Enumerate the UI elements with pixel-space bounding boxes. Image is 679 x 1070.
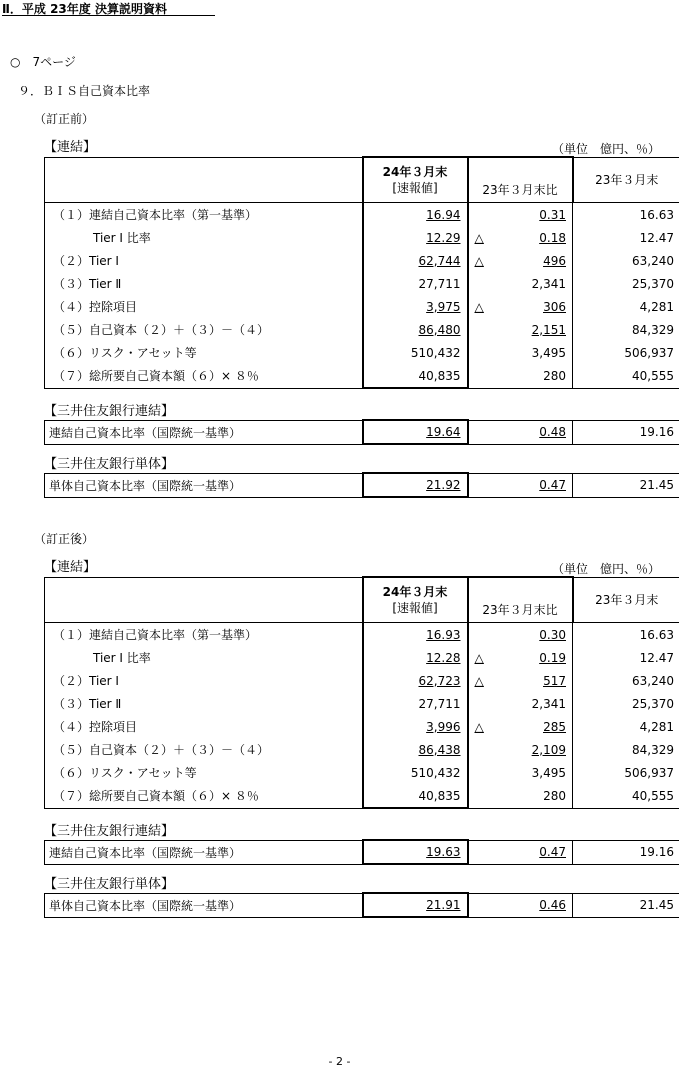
after-label: （訂正後） [34, 532, 95, 546]
row-label: （３）Tier Ⅱ [45, 692, 363, 715]
table-row [45, 249, 679, 272]
header-current-note: [速報値] [392, 601, 438, 615]
table-row [45, 840, 679, 864]
row-change-value: 3,495 [531, 345, 566, 360]
row-current-value: 510,432 [410, 765, 461, 780]
row-change-cell [475, 743, 567, 757]
table-header [45, 157, 679, 203]
table-row [45, 692, 679, 715]
row-label: （４）控除項目 [45, 715, 363, 738]
row-change-cell [475, 231, 567, 245]
row-change-cell [475, 346, 567, 360]
row-current-value: 62,723 [418, 673, 461, 688]
table-header [45, 577, 679, 623]
row-change-value: 280 [543, 788, 566, 803]
row-label: （１）連結自己資本比率（第一基準） [45, 203, 363, 227]
row-current-value: 510,432 [410, 345, 461, 360]
row-label: Tier Ⅰ 比率 [45, 646, 363, 669]
row-label: （１）連結自己資本比率（第一基準） [45, 623, 363, 647]
table-row [45, 203, 679, 227]
row-label: （６）リスク・アセット等 [45, 761, 363, 784]
table-row [45, 295, 679, 318]
row-label: （５）自己資本（２）＋（３）－（４） [45, 738, 363, 761]
row-current-value: 16.93 [426, 627, 461, 642]
header-current-date: 24年３月末 [382, 165, 448, 179]
row-prev-value: 21.45 [573, 893, 679, 917]
page-reference: ○ 7ページ [10, 55, 76, 69]
table-row [45, 420, 679, 444]
header-blank [45, 577, 363, 623]
row-current-value: 27,711 [418, 276, 461, 291]
row-current-value: 27,711 [418, 696, 461, 711]
row-change-value: 0.47 [539, 478, 566, 492]
table-row [45, 646, 679, 669]
row-change-value: 2,151 [531, 322, 566, 337]
consolidated-label: 【連結】 [44, 560, 97, 575]
row-prev-value: 506,937 [573, 761, 679, 784]
header-current [363, 577, 468, 623]
row-label: （２）Tier Ⅰ [45, 249, 363, 272]
table-row [45, 272, 679, 295]
row-change-cell [475, 300, 567, 314]
header-blank [45, 157, 363, 203]
decrease-triangle-icon: △ [474, 253, 484, 268]
row-label: （６）リスク・アセット等 [45, 341, 363, 364]
row-label: （５）自己資本（２）＋（３）－（４） [45, 318, 363, 341]
row-label: （２）Tier Ⅰ [45, 669, 363, 692]
row-current-value: 21.91 [426, 898, 461, 912]
table-row [45, 226, 679, 249]
row-current-value: 86,438 [418, 742, 461, 757]
row-prev-value: 12.47 [573, 226, 679, 249]
row-change-cell [475, 766, 567, 780]
table-row [45, 761, 679, 784]
row-change-cell [475, 720, 567, 734]
row-change-value: 0.18 [539, 230, 566, 245]
row-label: （３）Tier Ⅱ [45, 272, 363, 295]
header-change: 23年３月末比 [468, 157, 573, 203]
row-label: （４）控除項目 [45, 295, 363, 318]
consolidated-table [44, 156, 679, 389]
unit-label: （単位 億円、％） [552, 142, 661, 156]
row-prev-value: 25,370 [573, 272, 679, 295]
row-prev-value: 84,329 [573, 318, 679, 341]
row-prev-value: 16.63 [573, 623, 679, 647]
item-title: ９．ＢＩＳ自己資本比率 [18, 84, 151, 98]
before-label: （訂正前） [34, 112, 95, 126]
row-change-value: 0.19 [539, 650, 566, 665]
smbc-consolidated-table [44, 419, 679, 445]
smbc-single-table [44, 472, 679, 498]
section-title: Ⅱ．平成 23年度 決算説明資料 [2, 2, 167, 16]
row-change-cell [475, 674, 567, 688]
row-current-value: 19.63 [426, 845, 461, 859]
table-row [45, 364, 679, 388]
row-change-value: 280 [543, 368, 566, 383]
table-row [45, 893, 679, 917]
row-prev-value: 63,240 [573, 249, 679, 272]
row-prev-value: 63,240 [573, 669, 679, 692]
row-current-value: 40,835 [418, 788, 461, 803]
row-change-cell [475, 651, 567, 665]
row-current-value: 21.92 [426, 478, 461, 492]
table-row [45, 738, 679, 761]
row-label: 連結自己資本比率（国際統一基準） [49, 845, 242, 860]
row-change-cell [475, 323, 567, 337]
row-current-value: 19.64 [426, 425, 461, 439]
header-prev: 23年３月末 [573, 157, 679, 203]
row-change-cell [475, 254, 567, 268]
decrease-triangle-icon: △ [474, 673, 484, 688]
table-row [45, 715, 679, 738]
smbc-single-table [44, 892, 679, 918]
row-current-value: 12.29 [426, 230, 461, 245]
row-current-value: 3,996 [426, 719, 461, 734]
row-label: 単体自己資本比率（国際統一基準） [49, 478, 242, 493]
table-row [45, 784, 679, 808]
table-row [45, 623, 679, 647]
consolidated-label: 【連結】 [44, 140, 97, 155]
row-current-value: 16.94 [426, 207, 461, 222]
row-change-value: 0.47 [539, 845, 566, 859]
row-change-value: 0.46 [539, 898, 566, 912]
row-change-value: 3,495 [531, 765, 566, 780]
row-prev-value: 4,281 [573, 715, 679, 738]
consolidated-table [44, 576, 679, 809]
smbc-consolidated-label: 【三井住友銀行連結】 [44, 404, 175, 419]
row-change-cell [475, 369, 567, 383]
row-prev-value: 19.16 [573, 420, 679, 444]
header-current-date: 24年３月末 [382, 585, 448, 599]
header-current [363, 157, 468, 203]
row-prev-value: 40,555 [573, 364, 679, 388]
row-label: 単体自己資本比率（国際統一基準） [49, 898, 242, 913]
row-prev-value: 12.47 [573, 646, 679, 669]
row-label: 連結自己資本比率（国際統一基準） [49, 425, 242, 440]
row-change-cell [475, 789, 567, 803]
row-current-value: 40,835 [418, 368, 461, 383]
row-change-value: 306 [543, 299, 566, 314]
smbc-single-label: 【三井住友銀行単体】 [44, 877, 175, 892]
section-title-underline [2, 15, 215, 16]
header-change: 23年３月末比 [468, 577, 573, 623]
table-row [45, 473, 679, 497]
decrease-triangle-icon: △ [474, 299, 484, 314]
row-prev-value: 506,937 [573, 341, 679, 364]
row-change-value: 2,341 [531, 276, 566, 291]
row-prev-value: 40,555 [573, 784, 679, 808]
row-current-value: 3,975 [426, 299, 461, 314]
row-current-value: 12.28 [426, 650, 461, 665]
row-change-value: 0.31 [539, 207, 566, 222]
row-prev-value: 21.45 [573, 473, 679, 497]
row-label: （７）総所要自己資本額（６）× ８％ [45, 784, 363, 808]
row-change-value: 517 [543, 673, 566, 688]
row-prev-value: 16.63 [573, 203, 679, 227]
row-change-cell [475, 277, 567, 291]
row-change-value: 285 [543, 719, 566, 734]
row-prev-value: 19.16 [573, 840, 679, 864]
smbc-single-label: 【三井住友銀行単体】 [44, 457, 175, 472]
row-prev-value: 4,281 [573, 295, 679, 318]
smbc-consolidated-table [44, 839, 679, 865]
decrease-triangle-icon: △ [474, 719, 484, 734]
row-change-cell [475, 628, 567, 642]
header-current-note: [速報値] [392, 181, 438, 195]
decrease-triangle-icon: △ [474, 230, 484, 245]
row-label: Tier Ⅰ 比率 [45, 226, 363, 249]
row-change-cell [475, 697, 567, 711]
header-prev: 23年３月末 [573, 577, 679, 623]
unit-label: （単位 億円、％） [552, 562, 661, 576]
row-prev-value: 84,329 [573, 738, 679, 761]
row-current-value: 86,480 [418, 322, 461, 337]
row-change-value: 2,109 [531, 742, 566, 757]
row-change-value: 496 [543, 253, 566, 268]
table-row [45, 341, 679, 364]
row-change-value: 2,341 [531, 696, 566, 711]
table-row [45, 318, 679, 341]
page-number: - 2 - [328, 1055, 351, 1068]
table-row [45, 669, 679, 692]
row-change-cell [475, 208, 567, 222]
row-change-value: 0.30 [539, 627, 566, 642]
row-prev-value: 25,370 [573, 692, 679, 715]
row-current-value: 62,744 [418, 253, 461, 268]
row-change-value: 0.48 [539, 425, 566, 439]
row-label: （７）総所要自己資本額（６）× ８％ [45, 364, 363, 388]
decrease-triangle-icon: △ [474, 650, 484, 665]
smbc-consolidated-label: 【三井住友銀行連結】 [44, 824, 175, 839]
